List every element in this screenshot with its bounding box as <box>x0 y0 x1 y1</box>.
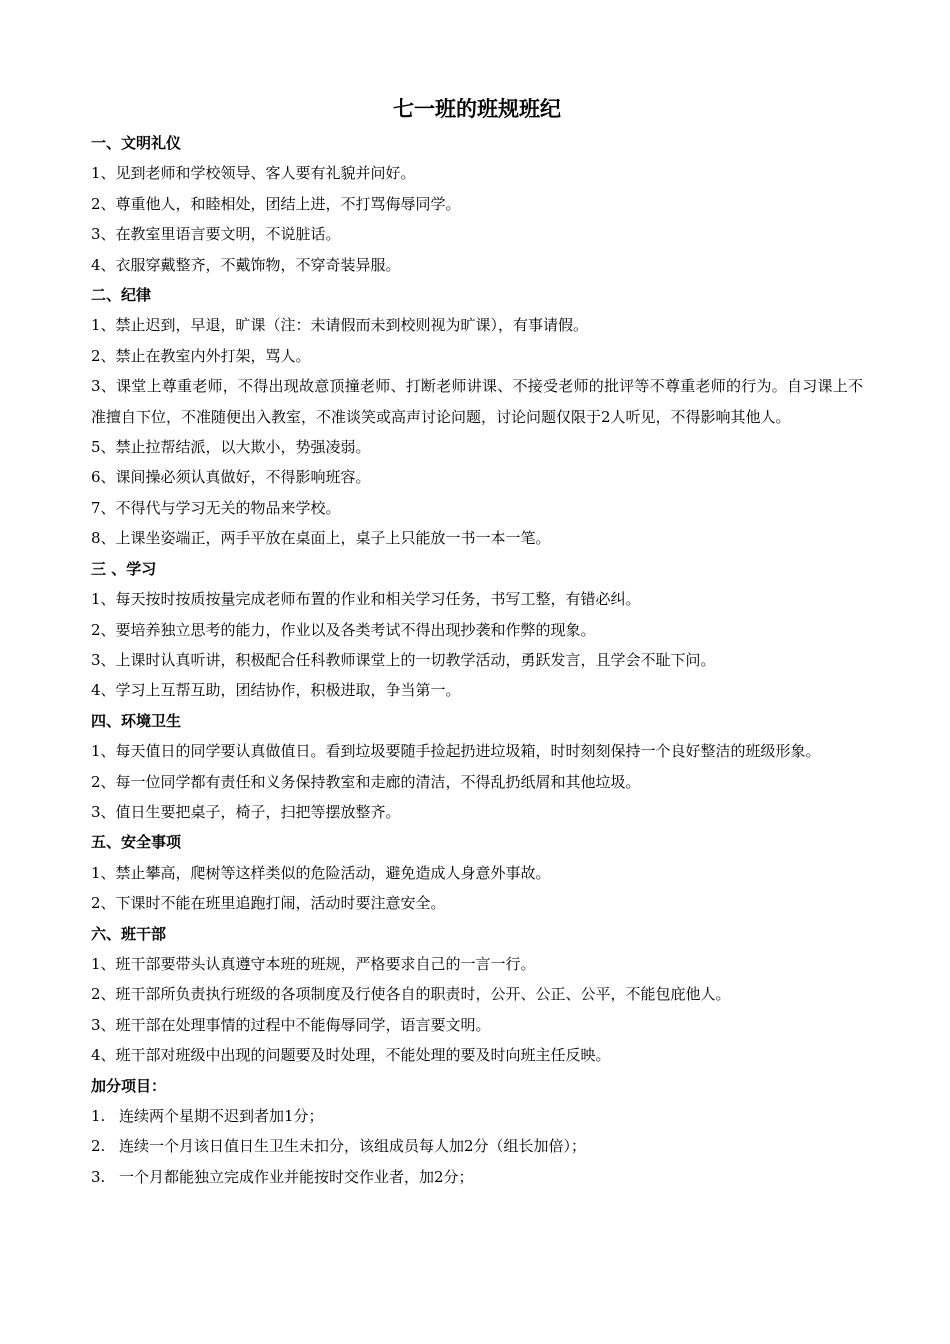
section-study <box>91 554 863 706</box>
rule-item: 4、班干部对班级中出现的问题要及时处理，不能处理的要及时向班主任反映。 <box>91 1046 611 1065</box>
rule-item: 1、班干部要带头认真遵守本班的班规，严格要求自己的一言一行。 <box>91 954 536 973</box>
section-heading: 六、班干部 <box>91 924 167 943</box>
section-bonus <box>91 1071 863 1193</box>
document-title: 七一班的班规班纪 <box>393 96 561 121</box>
rule-item: 4、学习上互帮互助，团结协作，积极进取，争当第一。 <box>91 681 461 700</box>
rule-item: 3、课堂上尊重老师，不得出现故意顶撞老师、打断老师讲课、不接受老师的批评等不尊重老师的行为。自习课上不准擅自下位，不准随便出入教室，不准谈笑或高声讨论问题，讨论问题仅限于2人听见，不得影响其他人。 <box>91 377 863 426</box>
rule-item: 8、上课坐姿端正，两手平放在桌面上，桌子上只能放一书一本一笔。 <box>91 529 551 548</box>
rule-item: 1、每天值日的同学要认真做值日。看到垃圾要随手捡起扔进垃圾箱，时时刻刻保持一个良好整洁的班级形象。 <box>91 742 821 761</box>
bonus-item-text: 一个月都能独立完成作业并能按时交作业者，加2分； <box>119 1167 474 1186</box>
rule-item: 2、要培养独立思考的能力，作业以及各类考试不得出现抄袭和作弊的现象。 <box>91 620 596 639</box>
section-heading: 一、文明礼仪 <box>91 134 182 152</box>
rule-item: 4、衣服穿戴整齐，不戴饰物，不穿奇装异服。 <box>91 255 401 274</box>
bonus-item-text: 连续两个星期不迟到者加1分； <box>119 1107 324 1125</box>
rule-item: 1、见到老师和学校领导、客人要有礼貌并问好。 <box>91 164 416 183</box>
bonus-item <box>91 1162 863 1192</box>
bonus-item-number: 3. <box>91 1167 106 1186</box>
rule-item: 3、上课时认真听讲，积极配合任科教师课堂上的一切教学活动，勇跃发言，且学会不耻下问。 <box>91 650 716 669</box>
rule-item: 5、禁止拉帮结派，以大欺小，势强凌弱。 <box>91 438 371 457</box>
section-heading: 五、安全事项 <box>91 833 182 852</box>
section-heading: 三 、学习 <box>91 559 157 578</box>
rule-item: 2、尊重他人，和睦相处，团结上进，不打骂侮辱同学。 <box>91 194 461 213</box>
document-body <box>91 94 863 1192</box>
rule-item: 1、禁止迟到，早退，旷课（注：未请假而未到校则视为旷课），有事请假。 <box>91 316 589 335</box>
bonus-item-text: 连续一个月该日值日生卫生未扣分，该组成员每人加2分（组长加倍）； <box>119 1137 587 1156</box>
section-heading: 二、纪律 <box>91 286 152 305</box>
section-heading: 四、环境卫生 <box>91 711 182 730</box>
rule-item: 2、禁止在教室内外打架，骂人。 <box>91 346 311 365</box>
rule-item: 6、课间操必须认真做好，不得影响班容。 <box>91 468 371 487</box>
section-discipline <box>91 280 863 554</box>
section-hygiene <box>91 706 863 828</box>
rule-item: 3、在教室里语言要文明，不说脏话。 <box>91 225 341 244</box>
bonus-item-number: 2. <box>91 1137 106 1156</box>
section-heading: 加分项目： <box>91 1076 167 1095</box>
rule-item: 2、班干部所负责执行班级的各项制度及行使各自的职责时，公开、公正、公平，不能包庇他人。 <box>91 985 731 1004</box>
rule-item: 7、不得代与学习无关的物品来学校。 <box>91 498 341 517</box>
rule-item: 2、每一位同学都有责任和义务保持教室和走廊的清洁，不得乱扔纸屑和其他垃圾。 <box>91 772 641 791</box>
bonus-item <box>91 1131 863 1161</box>
rule-item: 3、班干部在处理事情的过程中不能侮辱同学，语言要文明。 <box>91 1015 491 1034</box>
section-class-leaders <box>91 919 863 1071</box>
section-manners <box>91 128 863 280</box>
rule-item: 2、下课时不能在班里追跑打闹，活动时要注意安全。 <box>91 894 446 913</box>
rule-item: 3、值日生要把桌子，椅子，扫把等摆放整齐。 <box>91 802 401 821</box>
bonus-item <box>91 1101 863 1131</box>
section-safety <box>91 827 863 918</box>
rule-item: 1、禁止攀高，爬树等这样类似的危险活动，避免造成人身意外事故。 <box>91 863 551 882</box>
rule-item: 1、每天按时按质按量完成老师布置的作业和相关学习任务，书写工整，有错必纠。 <box>91 590 641 609</box>
bonus-item-number: 1. <box>91 1107 106 1125</box>
